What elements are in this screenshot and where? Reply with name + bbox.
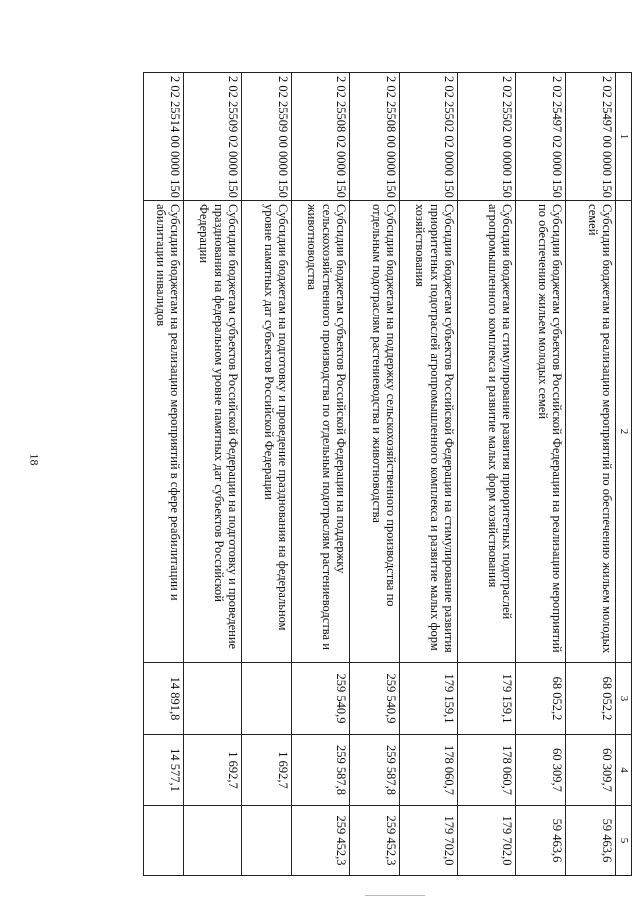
row-value-4: 178 060,7 (458, 735, 516, 806)
table-row (292, 73, 350, 876)
row-name: Субсидии бюджетам на подготовку и проведение празднования на федеральном уровне памятных дат субъектов Российской Федерации (242, 201, 292, 663)
row-code: 2 02 25497 02 0000 150 (516, 73, 566, 201)
row-value-4: 259 587,8 (350, 735, 400, 806)
row-value-3: 14 891,8 (144, 663, 184, 735)
table-row (184, 73, 242, 876)
column-header-1: 1 (616, 73, 632, 201)
page-number: 18 (27, 453, 42, 466)
row-value-3: 179 159,1 (458, 663, 516, 735)
row-value-4: 259 587,8 (292, 735, 350, 806)
budget-table (143, 72, 632, 876)
row-value-4: 60 309,7 (516, 735, 566, 806)
row-value-3: 259 540,9 (292, 663, 350, 735)
row-value-3: 68 052,2 (516, 663, 566, 735)
column-number-row (616, 73, 632, 876)
row-value-4: 178 060,7 (400, 735, 458, 806)
table-row (458, 73, 516, 876)
row-code: 2 02 25508 02 0000 150 (292, 73, 350, 201)
row-value-3: 68 052,2 (566, 663, 616, 735)
row-code: 2 02 25502 02 0000 150 (400, 73, 458, 201)
row-name: Субсидии бюджетам на реализацию мероприятий по обеспечению жильем молодых семей (566, 201, 616, 663)
row-name: Субсидии бюджетам на стимулирование развития приоритетных подотраслей агропромышленного комплекса и развитие малых форм хозяйствования (458, 201, 516, 663)
row-value-5: 259 452,3 (292, 806, 350, 876)
row-name: Субсидии бюджетам субъектов Российской Федерации на поддержку сельскохозяйственного производства по отдельным подотраслям растениеводства и животноводства (292, 201, 350, 663)
table-row (400, 73, 458, 876)
row-value-4: 60 309,7 (566, 735, 616, 806)
table-row (144, 73, 184, 876)
row-value-5: 59 463,6 (516, 806, 566, 876)
column-header-2: 2 (616, 201, 632, 663)
row-value-5 (184, 806, 242, 876)
row-code: 2 02 25508 00 0000 150 (350, 73, 400, 201)
column-header-3: 3 (616, 663, 632, 735)
row-name: Субсидии бюджетам на поддержку сельскохозяйственного производства по отдельным подотраслям растениеводства и животноводства (350, 201, 400, 663)
row-value-5: 179 702,0 (400, 806, 458, 876)
table-row (516, 73, 566, 876)
rotated-page-content (112, 72, 632, 875)
row-value-5: 179 702,0 (458, 806, 516, 876)
row-value-5 (242, 806, 292, 876)
row-name: Субсидии бюджетам на реализацию мероприятий в сфере реабилитации и абилитации инвалидов (144, 201, 184, 663)
row-value-4: 14 577,1 (144, 735, 184, 806)
row-value-5: 259 452,3 (350, 806, 400, 876)
table-row (566, 73, 616, 876)
row-name: Субсидии бюджетам субъектов Российской Федерации на реализацию мероприятий по обеспечению жильем молодых семей (516, 201, 566, 663)
row-code: 2 02 25502 00 0000 150 (458, 73, 516, 201)
row-value-5 (144, 806, 184, 876)
row-value-3: 179 159,1 (400, 663, 458, 735)
row-code: 2 02 25509 02 0000 150 (184, 73, 242, 201)
row-code: 2 02 25514 00 0000 150 (144, 73, 184, 201)
row-value-3 (242, 663, 292, 735)
column-header-5: 5 (616, 806, 632, 876)
row-value-4: 1 692,7 (242, 735, 292, 806)
row-value-4: 1 692,7 (184, 735, 242, 806)
table-row (242, 73, 292, 876)
row-code: 2 02 25497 00 0000 150 (566, 73, 616, 201)
row-name: Субсидии бюджетам субъектов Российской Федерации на подготовку и проведение празднования на федеральном уровне памятных дат субъектов Российской Федерации (184, 201, 242, 663)
column-header-4: 4 (616, 735, 632, 806)
row-name: Субсидии бюджетам субъектов Российской Федерации на стимулирование развития приоритетных подотраслей агропромышленного комплекса и развитие малых форм хозяйствования (400, 201, 458, 663)
row-value-3 (184, 663, 242, 735)
row-value-5: 59 463,6 (566, 806, 616, 876)
row-code: 2 02 25509 00 0000 150 (242, 73, 292, 201)
table-row (350, 73, 400, 876)
scan-artifact (365, 895, 425, 896)
row-value-3: 259 540,9 (350, 663, 400, 735)
